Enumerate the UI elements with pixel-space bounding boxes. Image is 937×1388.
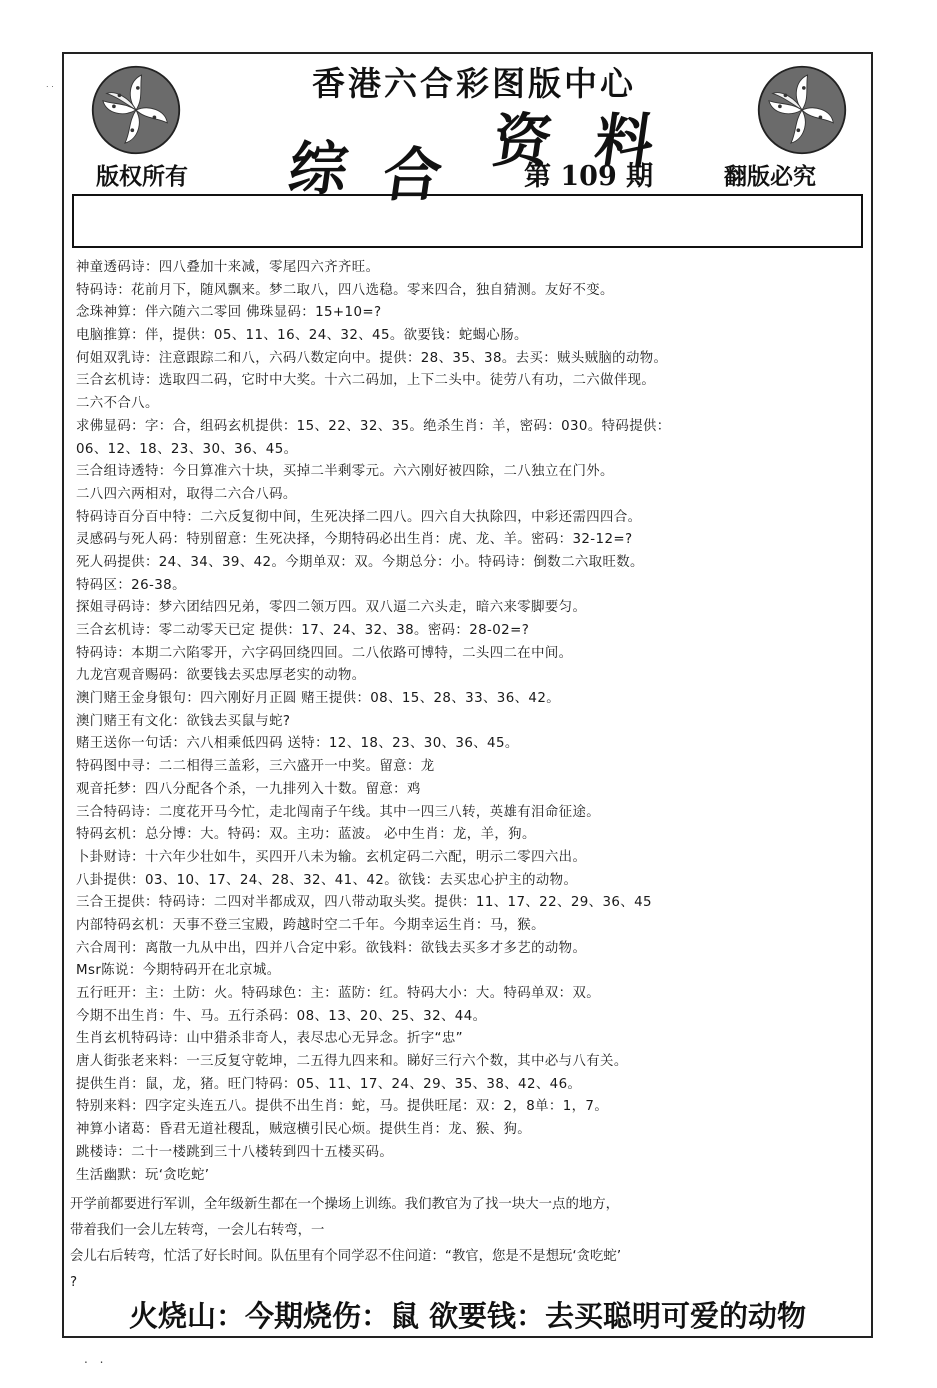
content-line: 特别来料：四字定头连五八。提供不出生肖：蛇，马。提供旺尾：双：2，8单：1，7。 [76, 1099, 609, 1115]
content-line: 赌王送你一句话：六八相乘低四码 送特：12、18、23、30、36、45。 [76, 736, 519, 752]
copyright-tag: 版权所有 [96, 163, 188, 190]
main-title-char-4: 料 [590, 107, 659, 175]
content-line: 神童透码诗：四八叠加十来减，零尾四六齐齐旺。 [76, 260, 380, 275]
content-line: 三合王提供：特码诗：二四对半都成双，四八带动取头奖。提供：11、17、22、29、36、45 [76, 895, 652, 911]
content-line: 特码区：26-38。 [76, 577, 186, 593]
content-line: 三合组诗透特：今日算准六十块，买掉二半剩零元。六六刚好被四除，二八独立在门外。 [76, 464, 614, 480]
header-title: 香港六合彩图版中心 [312, 64, 636, 103]
content-line: 电脑推算：伴，提供：05、11、16、24、32、45。欲要钱：蛇蝎心肠。 [76, 328, 528, 344]
content-line: 灵感码与死人码：特别留意：生死决择，今期特码必出生肖：虎、龙、羊。密码：32-12=? [76, 532, 633, 548]
content-line: 特码图中寻：二二相得三盖彩，三六盛开一中奖。留意：龙 [76, 759, 435, 775]
humor-story [70, 1192, 860, 1296]
content-line: 生活幽默：玩‘贪吃蛇’ [76, 1167, 210, 1183]
content-line: 三合特码诗：二度花开马今忙，走北闯南子午线。其中一四三八转，英雄有泪命征途。 [76, 804, 601, 820]
story-line: 开学前都要进行军训，全年级新生都在一个操场上训练。我们教官为了找一块大一点的地方， [70, 1197, 620, 1212]
content-line: 特码诗：花前月下，随风飘来。梦二取八，四八选稳。零来四合，独自猜测。友好不变。 [76, 282, 614, 298]
content-line: 九龙宫观音赐码：欲要钱去买忠厚老实的动物。 [76, 668, 366, 684]
content-line: 卜卦财诗：十六年少壮如牛，买四开八未为输。玄机定码二六配，明示二零四六出。 [76, 849, 587, 865]
content-line: 三合玄机诗：选取四二码，它时中大奖。十六二码加，上下二头中。徒劳八有功，二六做伴现。 [76, 373, 656, 389]
content-line: 提供生肖：鼠，龙，猪。旺门特码：05、11、17、24、29、35、38、42、46。 [76, 1076, 582, 1092]
scan-dots-bottom: . . [84, 1352, 108, 1366]
bauhinia-emblem-icon [756, 64, 848, 156]
content-line: 今期不出生肖：牛、马。五行杀码：08、13、20、25、32、44。 [76, 1008, 487, 1024]
content-lines [76, 257, 866, 1187]
story-line: 带着我们一会儿左转弯，一会儿右转弯，一 [70, 1223, 325, 1238]
main-title-char-1: 综 [284, 135, 353, 203]
content-line: 生肖玄机特码诗：山中猎杀非奇人，表尽忠心无异念。折字“忠” [76, 1031, 464, 1047]
story-line: 会儿右后转弯，忙活了好长时间。队伍里有个同学忍不住问道：“教官，您是不是想玩‘贪吃蛇’ [70, 1249, 622, 1264]
content-line: 五行旺开：主：土防：火。特码球色：主：蓝防：红。特码大小：大。特码单双：双。 [76, 986, 601, 1001]
footer-banner: 火烧山：今期烧伤：鼠 欲要钱：去买聪明可爱的动物 [128, 1299, 807, 1333]
content-line: 唐人街张老来料：一三反复守乾坤，二五得九四来和。睇好三行六个数，其中必与八有关。 [76, 1054, 628, 1070]
document-sheet [62, 52, 873, 1338]
scan-dots-top: . . [46, 80, 54, 89]
content-line: 探姐寻码诗：梦六团结四兄弟，零四二领万四。双八逼二六头走，暗六来零脚要匀。 [76, 600, 587, 616]
content-line: 内部特码玄机：天事不登三宝殿，跨越时空二千年。今期幸运生肖：马，猴。 [76, 917, 545, 933]
content-line: 二六不合八。 [76, 396, 159, 412]
content-line: 神算小诸葛：昏君无道社稷乱，贼寇横引民心烦。提供生肖：龙、猴、狗。 [76, 1122, 532, 1138]
content-line: 澳门赌王金身银句：四六刚好月正圆 赌王提供：08、15、28、33、36、42。 [76, 691, 561, 707]
main-title-char-2: 合 [378, 141, 447, 209]
content-line: 观音托梦：四八分配各个杀，一九排列入十数。留意：鸡 [76, 781, 421, 797]
no-reprint-tag: 翻版必究 [724, 163, 816, 190]
content-line: 06、12、18、23、30、36、45。 [76, 441, 298, 457]
content-line: 求佛显码：字：合，组码玄机提供：15、22、32、35。绝杀生肖：羊，密码：030。特码提供： [76, 418, 671, 434]
issue-number: 第 109 期 [524, 161, 654, 192]
content-line: 何姐双乳诗：注意跟踪二和八，六码八数定向中。提供：28、35、38。去买：贼头贼脑的动物。 [76, 350, 668, 366]
content-line: 三合玄机诗：零二动零天已定 提供：17、24、32、38。密码：28-02=? [76, 623, 530, 638]
story-line: ? [70, 1275, 78, 1290]
content-line: 特码诗：本期二六陷零开，六字码回绕四回。二八依路可博特，二头四二在中间。 [76, 645, 573, 661]
bauhinia-emblem-icon [90, 64, 182, 156]
content-line: 念珠神算：伴六随六二零回 佛珠显码：15+10=? [76, 305, 382, 321]
content-line: Msr陈说：今期特码开在北京城。 [76, 963, 281, 979]
main-title-char-3: 资 [488, 107, 557, 175]
content-line: 六合周刊：离散一九从中出，四并八合定中彩。欲钱料：欲钱去买多才多艺的动物。 [76, 940, 587, 956]
content-line: 澳门赌王有文化：欲钱去买鼠与蛇? [76, 713, 291, 729]
content-line: 死人码提供：24、34、39、42。今期单双：双。今期总分：小。特码诗：倒数二六取旺数。 [76, 554, 644, 570]
content-line: 特码诗百分百中特：二六反复彻中间，生死决择二四八。四六自大执除四，中彩还需四四合。 [76, 509, 642, 525]
content-line: 二八四六两相对，取得二六合八码。 [76, 486, 297, 502]
content-line: 跳楼诗：二十一楼跳到三十八楼转到四十五楼买码。 [76, 1144, 394, 1160]
content-line: 特码玄机：总分博：大。特码：双。主功：蓝波。 必中生肖：龙，羊，狗。 [76, 827, 536, 843]
content-line: 八卦提供：03、10、17、24、28、32、41、42。欲钱：去买忠心护主的动物。 [76, 872, 578, 888]
blank-box [72, 194, 863, 248]
